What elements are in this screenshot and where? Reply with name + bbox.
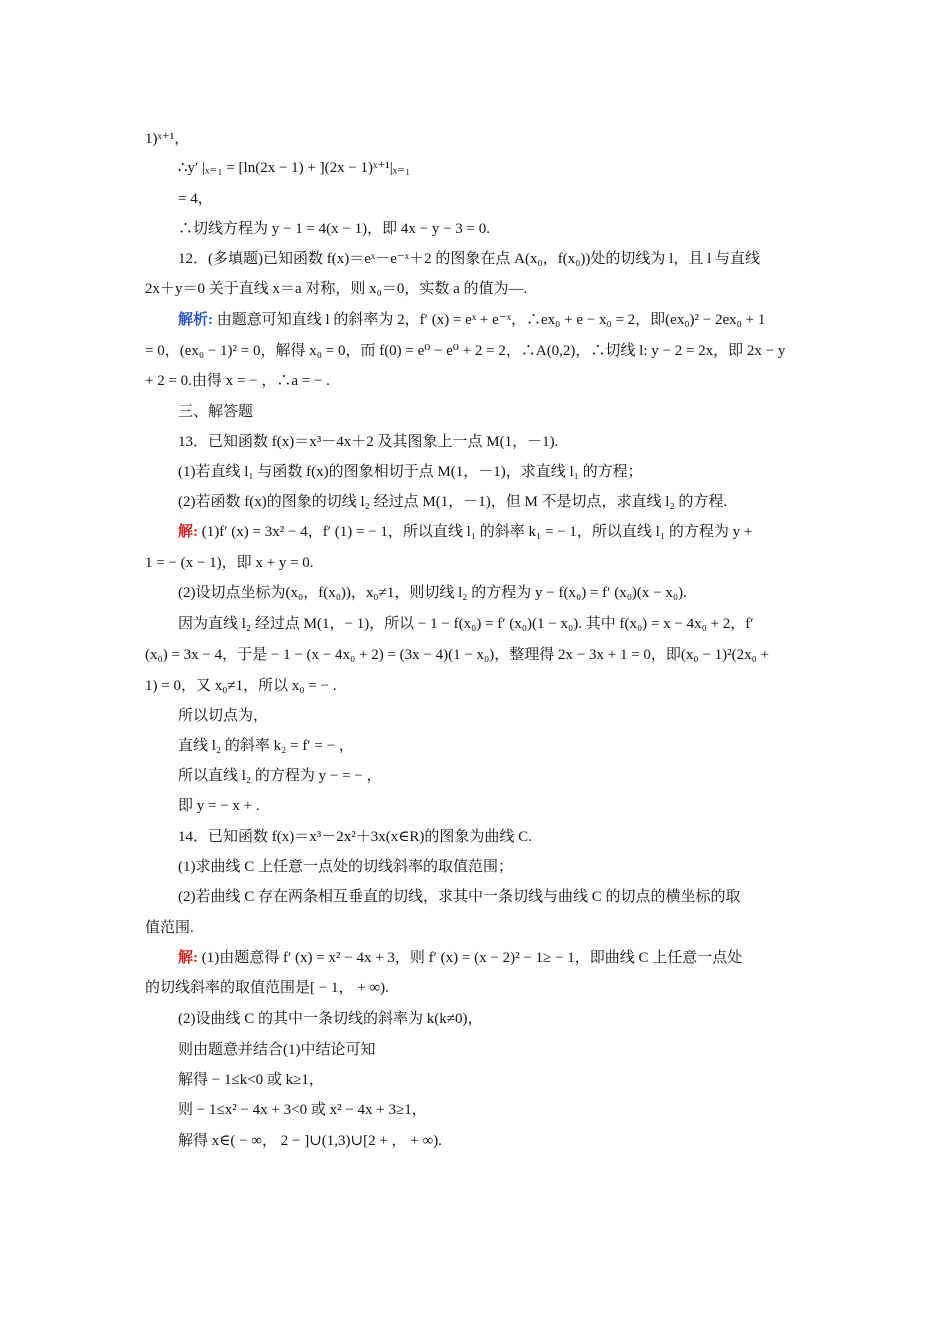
text-line: + 2 = 0.由得 x = − ，∴a = − . [145, 373, 330, 389]
text-line: 即 y = − x + . [178, 798, 260, 814]
text-line: = 0，(ex₀ − 1)² = 0，解得 x₀ = 0，而 f(0) = e⁰ − e⁰ + 2 = 2，∴A(0,2)，∴切线 l: y − 2 = 2x，即 2x − y [145, 343, 786, 359]
text-line: 所以切点为， [178, 708, 269, 724]
solution-text: (1)f′ (x) = 3x² − 4，f′ (1) = − 1，所以直线 l₁ 的斜率 k₁ = − 1，所以直线 l₁ 的方程为 y + [201, 524, 753, 540]
text-line: = 4， [178, 191, 213, 207]
problem-12: 12．(多填题)已知函数 f(x)＝eˣ－e⁻ˣ＋2 的图象在点 A(x₀，f(x₀))处的切线为 l，且 l 与直线 [178, 251, 760, 267]
problem-13: 13．已知函数 f(x)＝x³－4x＋2 及其图象上一点 M(1，－1). [178, 434, 559, 450]
problem-14: 14．已知函数 f(x)＝x³－2x²＋3x(x∈R)的图象为曲线 C. [178, 829, 532, 845]
text-line: 1) = 0，又 x₀≠1，所以 x₀ = − . [145, 678, 337, 694]
analysis-line: 解析: 由题意可知直线 l 的斜率为 2，f′ (x) = eˣ + e⁻ˣ，∴ex₀ + e − x₀ = 2，即(ex₀)² − 2ex₀ + 1 [178, 312, 766, 328]
solution-label: 解 [178, 524, 194, 540]
text-line: (1)求曲线 C 上任意一点处的切线斜率的取值范围； [178, 859, 513, 875]
analysis-text: 由题意可知直线 l 的斜率为 2，f′ (x) = eˣ + e⁻ˣ，∴ex₀ + e − x₀ = 2，即(ex₀)² − 2ex₀ + 1 [216, 312, 766, 328]
text-line: 则由题意并结合(1)中结论可知 [178, 1042, 376, 1058]
text-line: (x₀) = 3x − 4，于是 − 1 − (x − 4x₀ + 2) = (3x − 4)(1 − x₀)，整理得 2x − 3x + 1 = 0，即(x₀ − 1)²(2x₀ + [145, 647, 770, 663]
solution-text: (1)由题意得 f′ (x) = x² − 4x + 3，则 f′ (x) = (x − 2)² − 1≥ − 1，即曲线 C 上任意一点处 [201, 950, 743, 966]
solution-line: 解: (1)f′ (x) = 3x² − 4，f′ (1) = − 1，所以直线 l₁ 的斜率 k₁ = − 1，所以直线 l₁ 的方程为 y + [178, 524, 753, 540]
solution-line: 解: (1)由题意得 f′ (x) = x² − 4x + 3，则 f′ (x) = (x − 2)² − 1≥ − 1，即曲线 C 上任意一点处 [178, 950, 743, 966]
text-line: 的切线斜率的取值范围是[ − 1， + ∞). [145, 980, 389, 996]
solution-label: 解 [178, 950, 194, 966]
text-line: 则 − 1≤x² − 4x + 3<0 或 x² − 4x + 3≥1， [178, 1102, 427, 1118]
text-line: ∴y′ |ₓ₌₁ = [ln(2x − 1) + ](2x − 1)ˣ⁺¹|ₓ₌₁ [178, 160, 411, 176]
text-line: 1 = − (x − 1)，即 x + y = 0. [145, 555, 314, 571]
text-line: 1)ˣ⁺¹， [145, 131, 190, 147]
text-line: (1)若直线 l₁ 与函数 f(x)的图象相切于点 M(1，－1)，求直线 l₁ 的方程； [178, 464, 643, 480]
text-line: (2)设切点坐标为(x₀，f(x₀))，x₀≠1，则切线 l₂ 的方程为 y − f(x₀) = f′ (x₀)(x − x₀). [178, 585, 687, 601]
text-line: 值范围. [145, 920, 194, 936]
text-line: 解得 − 1≤k<0 或 k≥1， [178, 1072, 324, 1088]
text-line: (2)设曲线 C 的其中一条切线的斜率为 k(k≠0)， [178, 1011, 483, 1027]
text-line: 因为直线 l₂ 经过点 M(1，− 1)，所以 − 1 − f(x₀) = f′ (x₀)(1 − x₀). 其中 f(x₀) = x − 4x₀ + 2，f′ [178, 616, 754, 632]
section-heading: 三、解答题 [178, 404, 254, 420]
text-line: 2x＋y＝0 关于直线 x＝a 对称，则 x₀＝0，实数 a 的值为—. [145, 281, 528, 297]
text-line: ∴切线方程为 y − 1 = 4(x − 1)，即 4x − y − 3 = 0. [178, 221, 490, 237]
text-line: 解得 x∈( − ∞， 2 − ]∪(1,3)∪[2 + ， + ∞). [178, 1133, 442, 1149]
text-line: (2)若函数 f(x)的图象的切线 l₂ 经过点 M(1，－1)，但 M 不是切点，求直线 l₂ 的方程. [178, 494, 728, 510]
text-line: 所以直线 l₂ 的方程为 y − = − ， [178, 768, 382, 784]
text-line: 直线 l₂ 的斜率 k₂ = f′ = − ， [178, 738, 354, 754]
text-line: (2)若曲线 C 存在两条相互垂直的切线，求其中一条切线与曲线 C 的切点的横坐标的取 [178, 889, 741, 905]
analysis-label: 解析 [178, 312, 209, 328]
